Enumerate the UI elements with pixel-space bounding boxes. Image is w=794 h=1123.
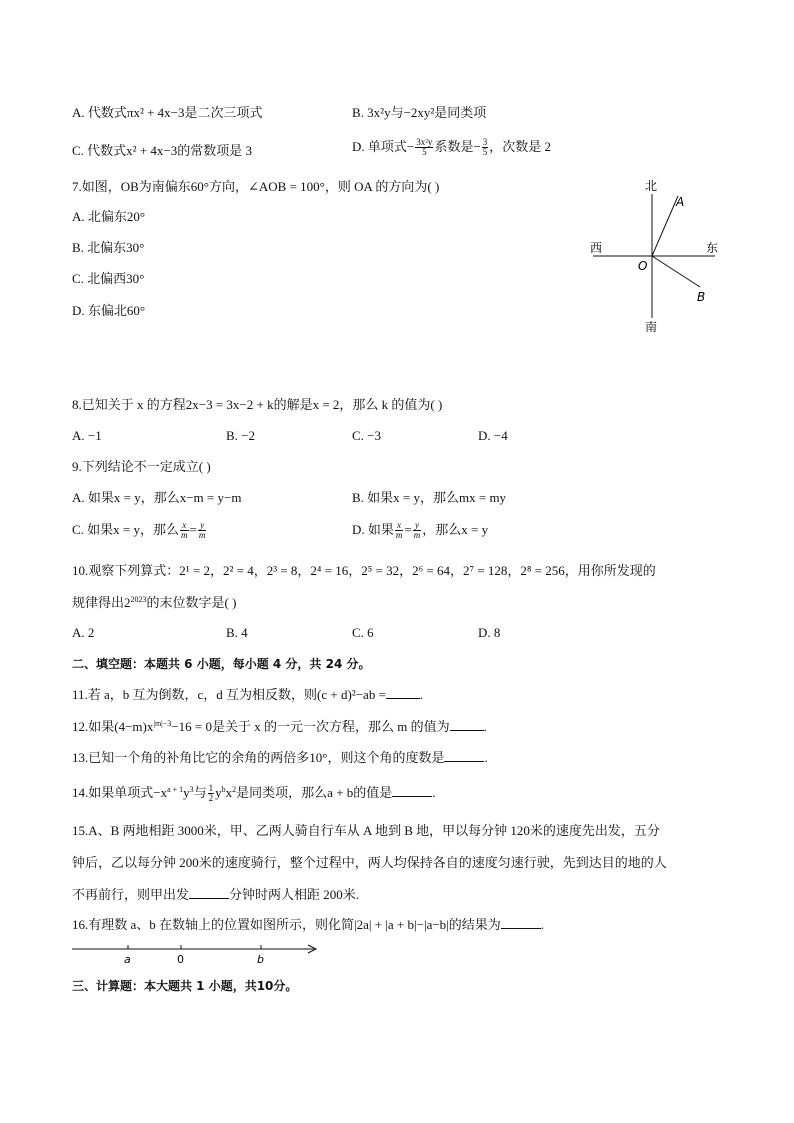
ray-oa: [652, 196, 678, 256]
q14-fraction: [208, 784, 215, 804]
q14-exp3: b: [221, 784, 226, 794]
q16-blank: [501, 918, 541, 929]
q6-d-fraction2: [482, 138, 489, 158]
q6-option-b: B. 3x²y与−2xy²是同类项: [352, 105, 487, 120]
q7-stem: 7.如图，OB为南偏东60°方向，∠AOB = 100°，则 OA 的方向为( ): [72, 179, 440, 194]
q10-option-d: D. 8: [478, 625, 501, 640]
frac-num: x: [180, 521, 189, 531]
tick-zero-label: 0: [177, 953, 184, 966]
q10-stem2-prefix: 规律得出2: [72, 595, 131, 610]
q14-suffix: .: [432, 784, 436, 800]
q6-d-mid: 系数是−: [434, 138, 481, 154]
compass-south-label: 南: [645, 320, 658, 334]
q8-stem: 8.已知关于 x 的方程2x−3 = 3x−2 + k的解是x = 2，那么 k 的值为( ): [72, 397, 443, 412]
q15-line1: 15.A、B 两地相距 3000米，甲、乙两人骑自行车从 A 地到 B 地，甲以每分钟 120米的速度先出发，五分: [72, 823, 660, 838]
q11-prefix: 11.若 a，b 互为倒数，c，d 互为相反数，则(c + d)²−ab =: [72, 687, 386, 702]
point-b-label: B: [697, 290, 706, 304]
q7-option-d: D. 东偏北60°: [72, 303, 146, 318]
q14-mid5: 是同类项，那么a + b的值是: [236, 784, 393, 800]
q9-c-frac-x: [180, 521, 189, 541]
q9-d-frac-y: [413, 521, 422, 541]
q16-suffix: .: [540, 917, 545, 932]
q7-option-c: C. 北偏西30°: [72, 271, 145, 286]
q9-c-prefix: C. 如果x = y，那么: [72, 521, 180, 537]
tick-b-label: b: [257, 953, 264, 966]
q6-d-frac-den: 5: [422, 147, 427, 158]
q9-c-frac-y: [198, 521, 207, 541]
q10-stem2-suffix: 的末位数字是( ): [146, 595, 237, 610]
section-2-title: 二、填空题：本题共 6 小题，每小题 4 分，共 24 分。: [72, 657, 371, 671]
q10-option-a: A. 2: [72, 625, 95, 640]
q6-d-frac-num: 3x²y: [416, 137, 433, 147]
q13-blank: [444, 751, 484, 762]
q15-line2: 钟后，乙以每分钟 200米的速度骑行，整个过程中，两人均保持各自的速度匀速行驶，先到达目的地的人: [72, 855, 667, 870]
q15-blank: [189, 888, 229, 899]
q14-exp1: a + 1: [167, 784, 184, 794]
q10-option-b: B. 4: [226, 625, 248, 640]
q9-d-prefix: D. 如果: [352, 521, 394, 537]
point-o-label: O: [638, 259, 648, 273]
q9-option-b: B. 如果x = y，那么mx = my: [352, 490, 507, 505]
q12: [72, 720, 487, 733]
q10-exponent: 2023: [130, 595, 147, 604]
q16-number-line: [70, 940, 330, 970]
frac-den: m: [395, 530, 403, 541]
q11-suffix: .: [419, 687, 424, 702]
q9-option-a: A. 如果x = y，那么x−m = y−m: [72, 490, 242, 505]
frac-num: y: [413, 521, 422, 531]
frac-den: m: [413, 530, 421, 541]
q6-option-d: [352, 138, 551, 158]
q10-stem-line2: [72, 596, 236, 609]
compass-north-label: 北: [645, 179, 658, 193]
frac-num: 1: [208, 783, 214, 793]
q15-line3: [72, 888, 359, 901]
q13-prefix: 13.已知一个角的补角比它的余角的两倍多10°，则这个角的度数是: [72, 750, 445, 765]
q15-line3-prefix: 不再前行，则甲出发: [72, 887, 190, 902]
q9-option-d: D. 如果 $\frac{x}{m}$ = $\frac{y}{m}$ ，那么x = y: [352, 520, 489, 541]
compass-west-label: 西: [590, 241, 603, 255]
q9-stem: 9.下列结论不一定成立( ): [72, 459, 211, 474]
q10-option-c: C. 6: [352, 625, 374, 640]
q9-option-c: C. 如果x = y，那么 $\frac{x}{m}$ = $\frac{y}{m}$: [72, 520, 206, 541]
q7-compass-figure: [585, 176, 725, 338]
ray-ob: [652, 256, 700, 287]
q12-blank: [450, 720, 484, 731]
q8-option-d: D. −4: [478, 428, 508, 443]
frac-den: m: [198, 530, 206, 541]
q16-prefix: 16.有理数 a、b 在数轴上的位置如图所示，则化简|2a| + |a + b|−|a−b|的结果为: [72, 917, 501, 932]
q14: [72, 784, 436, 804]
q6-d-fraction: [415, 138, 433, 158]
q11: [72, 688, 423, 701]
point-a-label: A: [676, 195, 685, 209]
q7-option-b: B. 北偏东30°: [72, 240, 145, 255]
q14-mid4: x: [225, 784, 233, 800]
section-3-title: 三、计算题：本大题共 1 小题，共10分。: [72, 979, 298, 993]
compass-east-label: 东: [706, 241, 719, 255]
q14-exp2: 3: [189, 784, 194, 794]
q12-prefix: 12.如果(4−m)x: [72, 719, 154, 734]
q14-mid1: y: [183, 784, 190, 800]
q12-exponent: |m|−3: [153, 719, 172, 728]
q15-line3-suffix: 分钟时两人相距 200米.: [229, 887, 360, 902]
q6-option-a: A. 代数式πx² + 4x−3是二次三项式: [72, 105, 263, 120]
q14-exp4: 2: [232, 784, 237, 794]
q12-mid: −16 = 0是关于 x 的一元一次方程，那么 m 的值为: [171, 719, 450, 734]
q8-option-b: B. −2: [226, 428, 256, 443]
q14-mid2: 与: [193, 784, 207, 800]
q6-d-frac2-den: 5: [482, 147, 488, 158]
q6-d-frac2-num: 3: [482, 137, 488, 147]
q14-prefix: 14.如果单项式−x: [72, 784, 168, 800]
q11-blank: [386, 688, 420, 699]
q9-d-frac-x: [395, 521, 404, 541]
frac-den: m: [181, 530, 188, 541]
q10-stem-line1: 10.观察下列算式：2¹ = 2，2² = 4，2³ = 8，2⁴ = 16，2⁵ = 32，2⁶ = 64，2⁷ = 128，2⁸ = 256，用你所发现的: [72, 563, 656, 578]
q13: [72, 751, 488, 764]
frac-num: y: [198, 521, 207, 531]
q6-d-suffix: ，次数是 2: [489, 138, 552, 154]
frac-num: x: [395, 521, 404, 531]
q8-option-c: C. −3: [352, 428, 382, 443]
q6-option-c: C. 代数式x² + 4x−3的常数项是 3: [72, 143, 252, 158]
q14-mid3: y: [215, 784, 222, 800]
frac-den: 2: [208, 793, 214, 804]
q7-option-a: A. 北偏东20°: [72, 209, 146, 224]
q9-d-suffix: ，那么x = y: [422, 521, 489, 537]
q13-suffix: .: [484, 750, 488, 765]
q14-blank: [392, 786, 432, 797]
q6-d-prefix: D. 单项式−: [352, 138, 415, 154]
q8-option-a: A. −1: [72, 428, 102, 443]
q12-suffix: .: [483, 719, 487, 734]
q16: [72, 918, 544, 931]
tick-a-label: a: [124, 953, 131, 966]
